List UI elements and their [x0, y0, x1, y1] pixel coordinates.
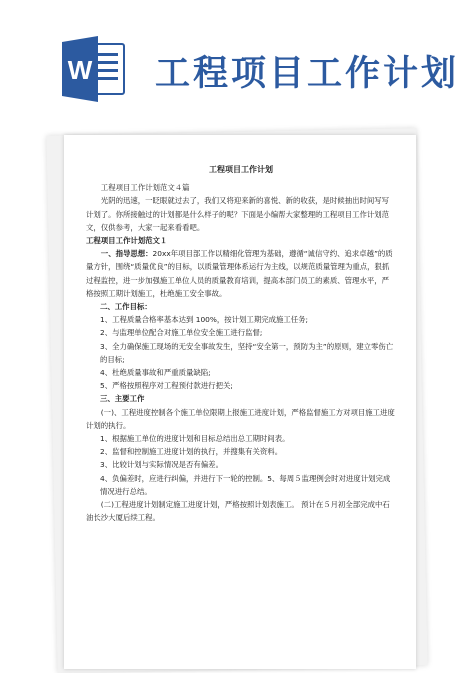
header-banner [0, 0, 474, 130]
work-item: 1、根据施工单位的进度计划和目标总结出总工期时间表。 [100, 434, 290, 444]
work-item: 4、负偏差时，应进行纠偏，并进行下一轮的控制。5、每周５监理例会时对进度计划完成情况进行总结。 [100, 473, 391, 496]
intro-paragraph: 光阴的迅速，一眨眼就过去了，我们又将迎来新的喜悦、新的收获，是时候抽出时间写写计划了。你所接触过的计划都是什么样子的呢？下面是小编帮大家整理的工程项目工作计划范文，仅供参考，大家一起来看看吧。 [86, 196, 390, 232]
section-title: 工程项目工作计划范文１ [86, 236, 168, 246]
guiding-label: 一、指导思想： [100, 249, 153, 259]
work-item: 2、监督和控制施工进度计划的执行，并搜集有关资料。 [100, 447, 283, 457]
goal-heading: 二、工作目标： [100, 302, 152, 312]
work-item-2: (二)工程进度计划制定施工进度计划，严格按照计划表施工。 预计在５月初全部完成中石油长沙大厦后续工程。 [86, 500, 390, 523]
document-body [86, 163, 396, 524]
work-intro: (一)、工程进度控制各个施工单位限期上报施工进度计划，严格监督施工方对项目施工进度计划的执行。 [86, 407, 395, 430]
guiding-paragraph [86, 247, 396, 300]
work-heading: 三、主要工作 [100, 394, 145, 404]
goal-item: 3、全力确保施工现场的无安全事故发生，坚持“安全第一，预防为主”的原则，建立零伤亡的目标; [100, 341, 394, 364]
document-title: 工程项目工作计划 [209, 165, 273, 174]
goal-item: 1、工程质量合格率基本达到 100%，按计划工期完成施工任务; [100, 315, 309, 325]
goal-item: 4、杜绝质量事故和严重质量缺陷; [100, 368, 211, 378]
goal-item: 5、严格按照程序对工程预付款进行把关; [100, 381, 233, 391]
work-item: 3、比较计划与实际情况是否有偏差。 [100, 460, 223, 470]
guiding-text: 20xx年项目部工作以精细化管理为基础，遵循“诚信守约、追求卓越”的质量方针，围绕“质量优良”的目标，以质量管理体系运行为主线，以规范质量管理为重点，狠抓过程监控，进一步加强施工单位人员的质量教育培训，提高本部门员工的素质、管理水平，严格按照工期计划施工，杜绝施工安全事故。 [86, 249, 393, 298]
brand-title: 工程项目工作计划 [155, 54, 460, 94]
logo-letter: W [67, 55, 93, 85]
document-page [64, 135, 416, 669]
word-logo-icon [62, 36, 126, 102]
document-subtitle: 工程项目工作计划范文４篇 [100, 183, 190, 193]
goal-item: 2、与监理单位配合对施工单位安全施工进行监督; [100, 328, 263, 338]
